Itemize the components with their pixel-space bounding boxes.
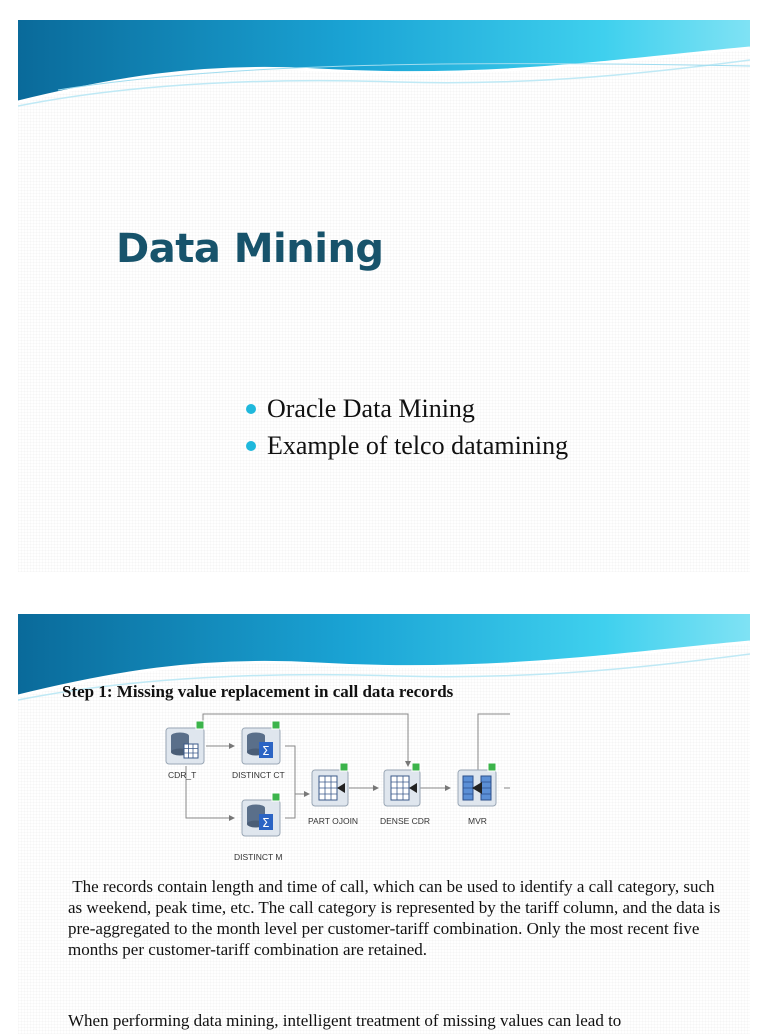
node-dense-cdr[interactable] [380, 763, 430, 826]
bullet-item [244, 427, 568, 464]
node-label: DISTINCT M [234, 852, 283, 862]
bullet-text: Oracle Data Mining [267, 394, 475, 423]
content-slide [18, 614, 750, 1034]
node-cdr-t[interactable] [166, 721, 204, 780]
svg-text:Σ: Σ [262, 744, 270, 758]
bullet-item [244, 390, 568, 427]
bullet-dot-icon [246, 441, 256, 451]
description-paragraph: The records contain length and time of call, which can be used to identify a call category, such as weekend, peak time, etc. The call category is represented by the tariff column, and the data is pre-aggregated to the month level per customer-tariff combination. Only the most recent five months per customer-tariff combination are retained. [68, 877, 725, 959]
node-mvr[interactable] [458, 763, 496, 826]
bullet-text: Example of telco datamining [267, 431, 569, 460]
node-distinct-ct[interactable] [232, 721, 285, 780]
node-label: DISTINCT CT [232, 770, 285, 780]
title-slide [18, 20, 750, 572]
step-title: Step 1: Missing value replacement in call data records [62, 682, 454, 701]
node-label: MVR [468, 816, 487, 826]
bullet-list [244, 390, 568, 464]
workflow-diagram [158, 706, 510, 872]
node-part-ojoin[interactable] [308, 763, 358, 826]
node-label: CDR_T [168, 770, 197, 780]
node-label: PART OJOIN [308, 816, 359, 826]
node-distinct-m[interactable] [234, 793, 282, 862]
header-wave [18, 20, 750, 120]
slide-title: Data Mining [116, 226, 384, 272]
description-paragraph: When performing data mining, intelligent treatment of missing values can lead to [68, 1011, 622, 1030]
svg-text:Σ: Σ [262, 816, 270, 830]
node-label: DENSE CDR [380, 816, 431, 826]
bullet-dot-icon [246, 404, 256, 414]
